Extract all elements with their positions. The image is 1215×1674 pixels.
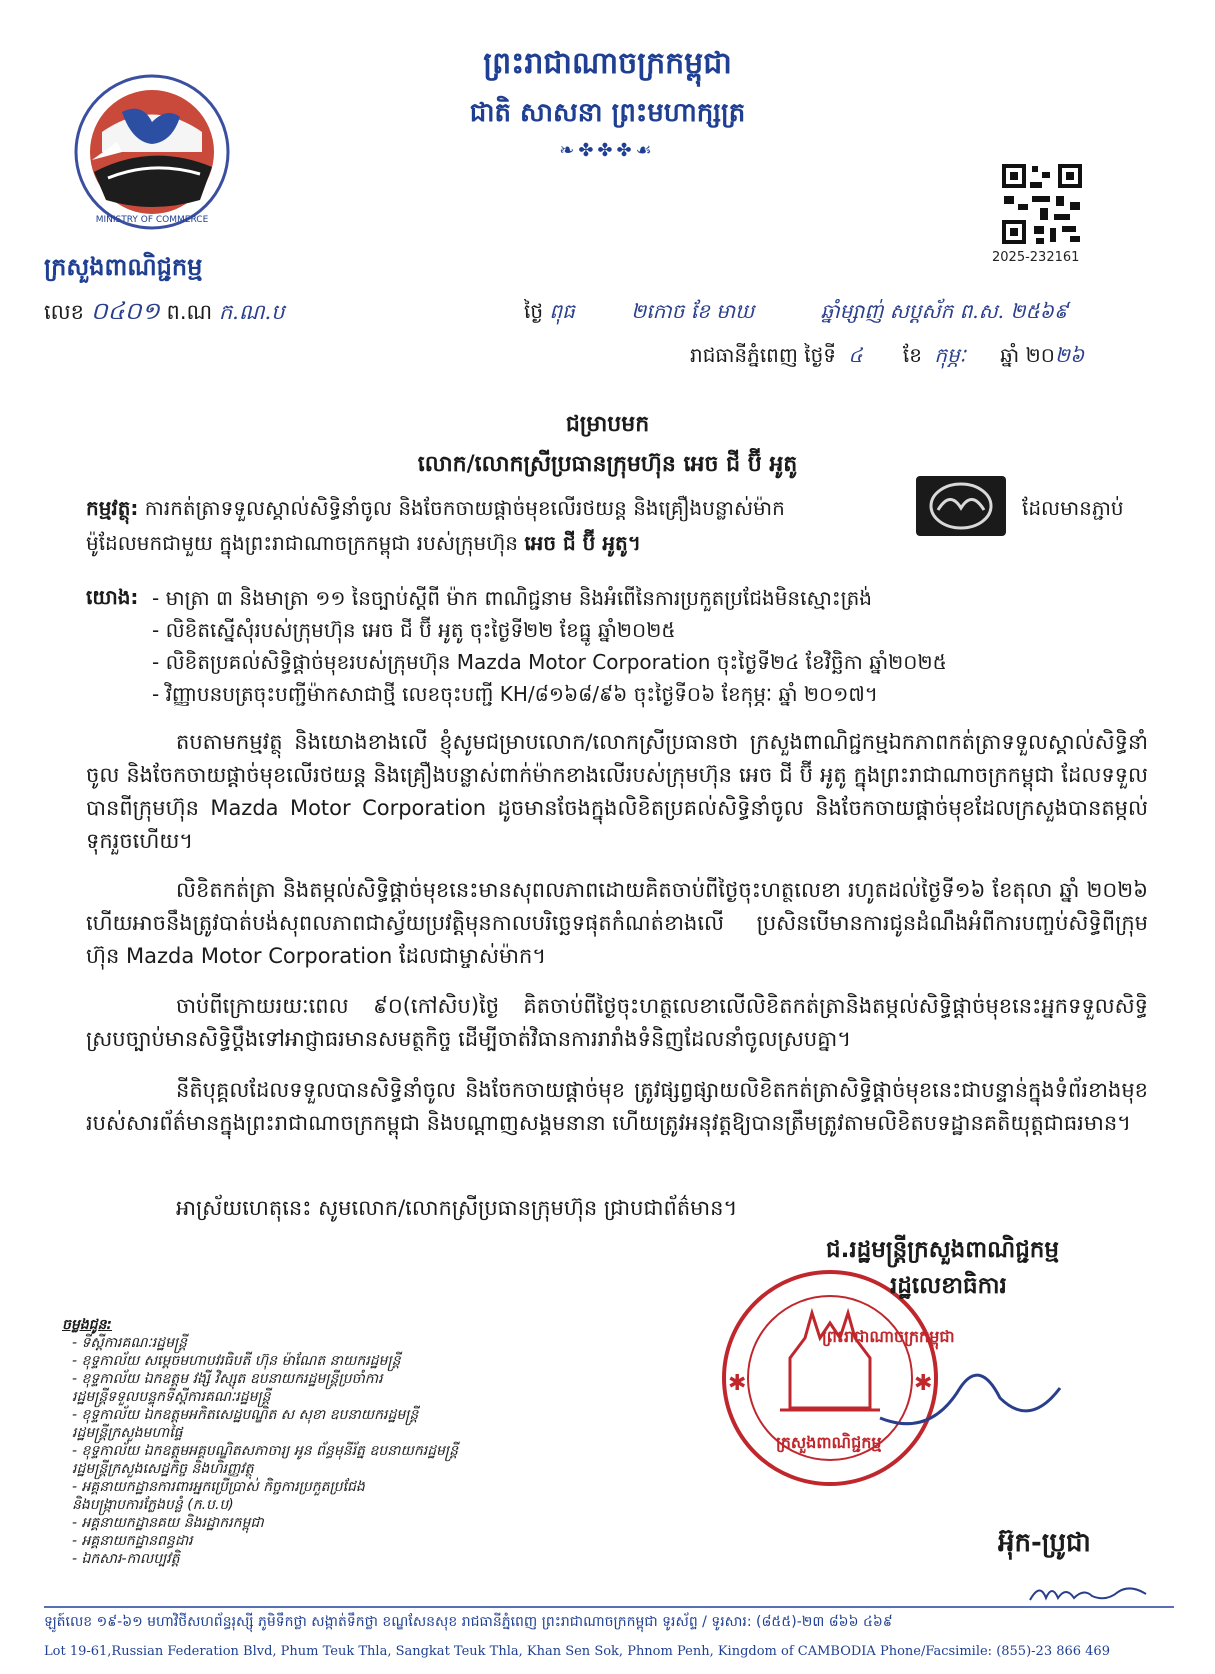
lunar-day: ពុធ xyxy=(549,299,575,323)
ref-handwritten-suffix: ក.ណ.ប xyxy=(218,300,285,324)
lunar-year: ឆ្នាំម្សាញ់ សប្តស័ក ព.ស. ២៥៦៩ xyxy=(820,299,1069,323)
qr-code xyxy=(1000,162,1084,246)
subject-company: អេច ជី ប៊ី អូតូ។ xyxy=(524,531,641,555)
lunar-month: ២កោច ខែ មាឃ xyxy=(631,299,755,323)
cc-item: - ទីស្តីការគណៈរដ្ឋមន្ត្រី xyxy=(72,1335,188,1351)
svg-text:✱: ✱ xyxy=(728,1371,747,1396)
subject-label: កម្មវត្ថុ: xyxy=(86,496,139,520)
cc-heading: ចម្លងជូន: xyxy=(62,1317,113,1333)
signer-title-2: រដ្ឋលេខាធិការ xyxy=(890,1273,1007,1299)
cc-list xyxy=(62,1316,582,1568)
cc-item: - ខុទ្ទកាល័យ ឯកឧត្តមអគ្គបណ្ឌិតសភាចារ្យ អូន ព័ន្ធមុនីរ័ត្ន ឧបនាយករដ្ឋមន្ត្រី xyxy=(72,1443,458,1459)
national-motto: ជាតិ សាសនា ព្រះមហាក្សត្រ xyxy=(469,98,746,128)
greeting: ជម្រាបមក xyxy=(565,412,650,437)
lunar-date-label: ថ្ងៃ xyxy=(524,299,544,323)
body-paragraph-5: អាស្រ័យហេតុនេះ សូមលោក/លោកស្រីប្រធានក្រុមហ៊ុន ជ្រាបជាព័ត៌មាន។ xyxy=(176,1196,738,1220)
svg-text:✱: ✱ xyxy=(914,1371,933,1396)
reference-item: - លិខិតស្នើសុំរបស់ក្រុមហ៊ុន អេច ជី ប៊ី អូតូ ចុះថ្ងៃទី២២ ខែធ្នូ ឆ្នាំ២០២៥ xyxy=(152,618,676,642)
lunar-date-line xyxy=(524,298,1068,328)
subject-text-1: ការកត់ត្រាទទួលស្គាល់សិទ្ធិនាំចូល និងចែកចាយផ្តាច់មុខលើរថយន្ត និងគ្រឿងបន្លាស់ម៉ាក xyxy=(144,496,785,520)
recipient-name: លោក/លោកស្រីប្រធានក្រុមហ៊ុន អេច ជី ប៊ី អូតូ xyxy=(417,452,798,477)
body-paragraph-3: ចាប់ពីក្រោយរយៈពេល ៩០(កៅសិប)ថ្ងៃ គិតចាប់ពីថ្ងៃចុះហត្ថលេខាលើលិខិតកត់ត្រានិងតម្កល់សិទ្ធិផ្តាច់មុខនេះអ្នកទទួលសិទ្ធិស្របច្បាប់មានសិទ្ធិប្តឹងទៅអាជ្ញាធរមានសមត្ថកិច្ច ដើម្បីចាត់វិធានការរារាំងទំនិញដែលនាំចូលស្របគ្នា។ xyxy=(86,994,1148,1051)
signer-name: អ៊ុក-ប្រូជា xyxy=(998,1528,1091,1558)
subject-text-2: ដែលមានភ្ជាប់ xyxy=(1022,496,1124,520)
month-value: កុម្ភៈ xyxy=(934,343,966,367)
city-day: ៤ xyxy=(848,343,863,367)
body-paragraph-2: លិខិតកត់ត្រា និងតម្កល់សិទ្ធិផ្តាច់មុខនេះមានសុពលភាពដោយគិតចាប់ពីថ្ងៃចុះហត្ថលេខា រហូតដល់ថ្ងៃទី១៦ ខែតុលា ឆ្នាំ ២០២៦ ហើយអាចនឹងត្រូវបាត់បង់សុពលភាពជាស្វ័យប្រវត្តិមុនកាលបរិច្ឆេទផុតកំណត់ខាងលើ ប្រសិនបើមានការជូនដំណឹងអំពីការបញ្ចប់សិទ្ធិពីក្រុមហ៊ុន Mazda Motor Corporation ដែលជាម្ចាស់ម៉ាក។ xyxy=(86,878,1148,968)
subject-text-3: ម៉ូដែលមកជាមួយ ក្នុងព្រះរាជាណាចក្រកម្ពុជា របស់ក្រុមហ៊ុន xyxy=(86,531,518,555)
reference-item: - វិញ្ញាបនបត្រចុះបញ្ជីម៉ាកសាជាថ្មី លេខចុះបញ្ជី KH/៨១៦៨/៩៦ ចុះថ្ងៃទី០៦ ខែកុម្ភៈ ឆ្នាំ ២០១៧។ xyxy=(152,682,878,706)
reference-item: - មាត្រា ៣ និងមាត្រា ១១ នៃច្បាប់ស្តីពី ម៉ាក ពាណិជ្ជនាម និងអំពើនៃការប្រកួតប្រជែងមិនស្មោះត្រង់ xyxy=(152,586,872,610)
kingdom-title: ព្រះរាជាណាចក្រកម្ពុជា xyxy=(483,46,732,81)
body-paragraph-4: នីតិបុគ្គលដែលទទួលបានសិទ្ធិនាំចូល និងចែកចាយផ្តាច់មុខ ត្រូវផ្សព្វផ្សាយលិខិតកត់ត្រាសិទ្ធិផ្តាច់មុខនេះជាបន្ទាន់ក្នុងទំព័រខាងមុខរបស់សារព័ត៌មានក្នុងព្រះរាជាណាចក្រកម្ពុជា និងបណ្តាញសង្គមនានា ហើយត្រូវអនុវត្តឱ្យបានត្រឹមត្រូវតាមលិខិតបទដ្ឋានគតិយុត្តជាធរមាន។ xyxy=(86,1078,1148,1135)
references-label: យោង: xyxy=(86,585,139,609)
cc-item: រដ្ឋមន្ត្រីក្រសួងមហាផ្ទៃ xyxy=(72,1425,183,1441)
stamp-ring-text: ព្រះរាជាណាចក្រកម្ពុជា xyxy=(822,1327,955,1346)
city-date-prefix: រាជធានីភ្នំពេញ ថ្ងៃទី xyxy=(690,343,837,367)
cc-item: រដ្ឋមន្ត្រីទទួលបន្ទុកទីស្តីការគណៈរដ្ឋមន្ត្រី xyxy=(72,1389,271,1405)
qr-code-number: 2025-232161 xyxy=(992,250,1080,265)
logo-ring-bottom: MINISTRY OF COMMERCE xyxy=(95,215,209,225)
ref-suffix: ព.ណ xyxy=(166,300,213,324)
reference-item: - លិខិតប្រគល់សិទ្ធិផ្តាច់មុខរបស់ក្រុមហ៊ុន Mazda Motor Corporation ចុះថ្ងៃទី២៤ ខែវិច្ឆិកា ឆ្នាំ២០២៥ xyxy=(152,650,947,674)
subject-line-2 xyxy=(86,530,641,560)
ministry-label: ក្រសួងពាណិជ្ជកម្ម xyxy=(44,253,203,281)
signer-title-1: ជ.រដ្ឋមន្ត្រីក្រសួងពាណិជ្ជកម្ម xyxy=(826,1237,1060,1263)
year-label: ឆ្នាំ ២០ xyxy=(1000,343,1055,367)
body-paragraph-1: តបតាមកម្មវត្ថុ និងយោងខាងលើ ខ្ញុំសូមជម្រាបលោក/លោកស្រីប្រធានថា ក្រសួងពាណិជ្ជកម្មឯកភាពកត់ត្រាទទួលស្គាល់សិទ្ធិនាំចូល និងចែកចាយផ្តាច់មុខលើរថយន្ត និងគ្រឿងបន្លាស់ពាក់ម៉ាកខាងលើរបស់ក្រុមហ៊ុន អេច ជី ប៊ី អូតូ ក្នុងព្រះរាជាណាចក្រកម្ពុជា ដែលទទួលបានពីក្រុមហ៊ុន Mazda Motor Corporation ដូចមានចែងក្នុងលិខិតប្រគល់សិទ្ធិនាំចូល និងចែកចាយផ្តាច់មុខដែលក្រសួងបានតម្កល់ទុករួចហើយ។ xyxy=(86,730,1148,853)
mazda-logo xyxy=(916,476,1006,536)
footer-address-khmer: ឡូត៍លេខ ១៩-៦១ មហាវិថីសហព័ន្ធរុស្ស៊ី ភូមិទឹកថ្លា សង្កាត់ទឹកថ្លា ខណ្ឌសែនសុខ រាជធានីភ្នំពេញ ព្រះរាជាណាចក្រកម្ពុជា ទូរស័ព្ទ / ទូរសារ: (៨៥៥)-២៣ ៨៦៦ ៤៦៩ xyxy=(44,1614,893,1630)
cc-item: - ខុទ្ទកាល័យ ឯកឧត្តម វង្សី វិស្សុត ឧបនាយករដ្ឋមន្ត្រីប្រចាំការ xyxy=(72,1371,383,1387)
year-value: ២៦ xyxy=(1054,343,1085,367)
cc-item: និងបង្ក្រាបការក្លែងបន្លំ (ក.ប.ប) xyxy=(72,1497,234,1513)
cc-item: - ខុទ្ទកាល័យ ឯកឧត្តមអកិតសេដ្ឋបណ្ឌិត ស សុខា ឧបនាយករដ្ឋមន្ត្រី xyxy=(72,1407,419,1423)
initials-signature xyxy=(1026,1580,1156,1606)
reference-number xyxy=(44,296,285,331)
cc-item: - អគ្គនាយកដ្ឋានការពារអ្នកប្រើប្រាស់ កិច្ចការប្រកួតប្រជែង xyxy=(72,1479,365,1495)
cc-item: - អគ្គនាយកដ្ឋានគយ និងរដ្ឋាករកម្ពុជា xyxy=(72,1515,264,1531)
stamp-ring-bottom: ក្រសួងពាណិជ្ជកម្ម xyxy=(776,1433,882,1452)
ref-number: ០៤០១ xyxy=(90,297,160,325)
cc-item: - ឯកសារ-កាលប្បវត្តិ xyxy=(72,1551,180,1567)
ministry-logo xyxy=(72,72,232,232)
footer-address-english: Lot 19-61,Russian Federation Blvd, Phum Teuk Thla, Sangkat Teuk Thla, Khan Sen Sok, Phnom Penh, Kingdom of CAMBODIA Phone/Facsimile: (855)-23 866 469 xyxy=(44,1644,1110,1659)
subject-line-1 xyxy=(86,495,785,525)
city-date-line xyxy=(690,342,1084,372)
cc-item: រដ្ឋមន្ត្រីក្រសួងសេដ្ឋកិច្ច និងហិរញ្ញវត្ថុ xyxy=(72,1461,254,1477)
footer-divider xyxy=(44,1606,1174,1608)
cc-item: - អគ្គនាយកដ្ឋានពន្ធដារ xyxy=(72,1533,193,1549)
month-label: ខែ xyxy=(902,343,922,367)
ornament-divider: ❧✤✤✤☙ xyxy=(559,140,656,161)
cc-item: - ខុទ្ទកាល័យ សម្តេចមហាបវរធិបតី ហ៊ុន ម៉ាណែត នាយករដ្ឋមន្ត្រី xyxy=(72,1353,401,1369)
ref-label: លេខ xyxy=(44,300,84,324)
